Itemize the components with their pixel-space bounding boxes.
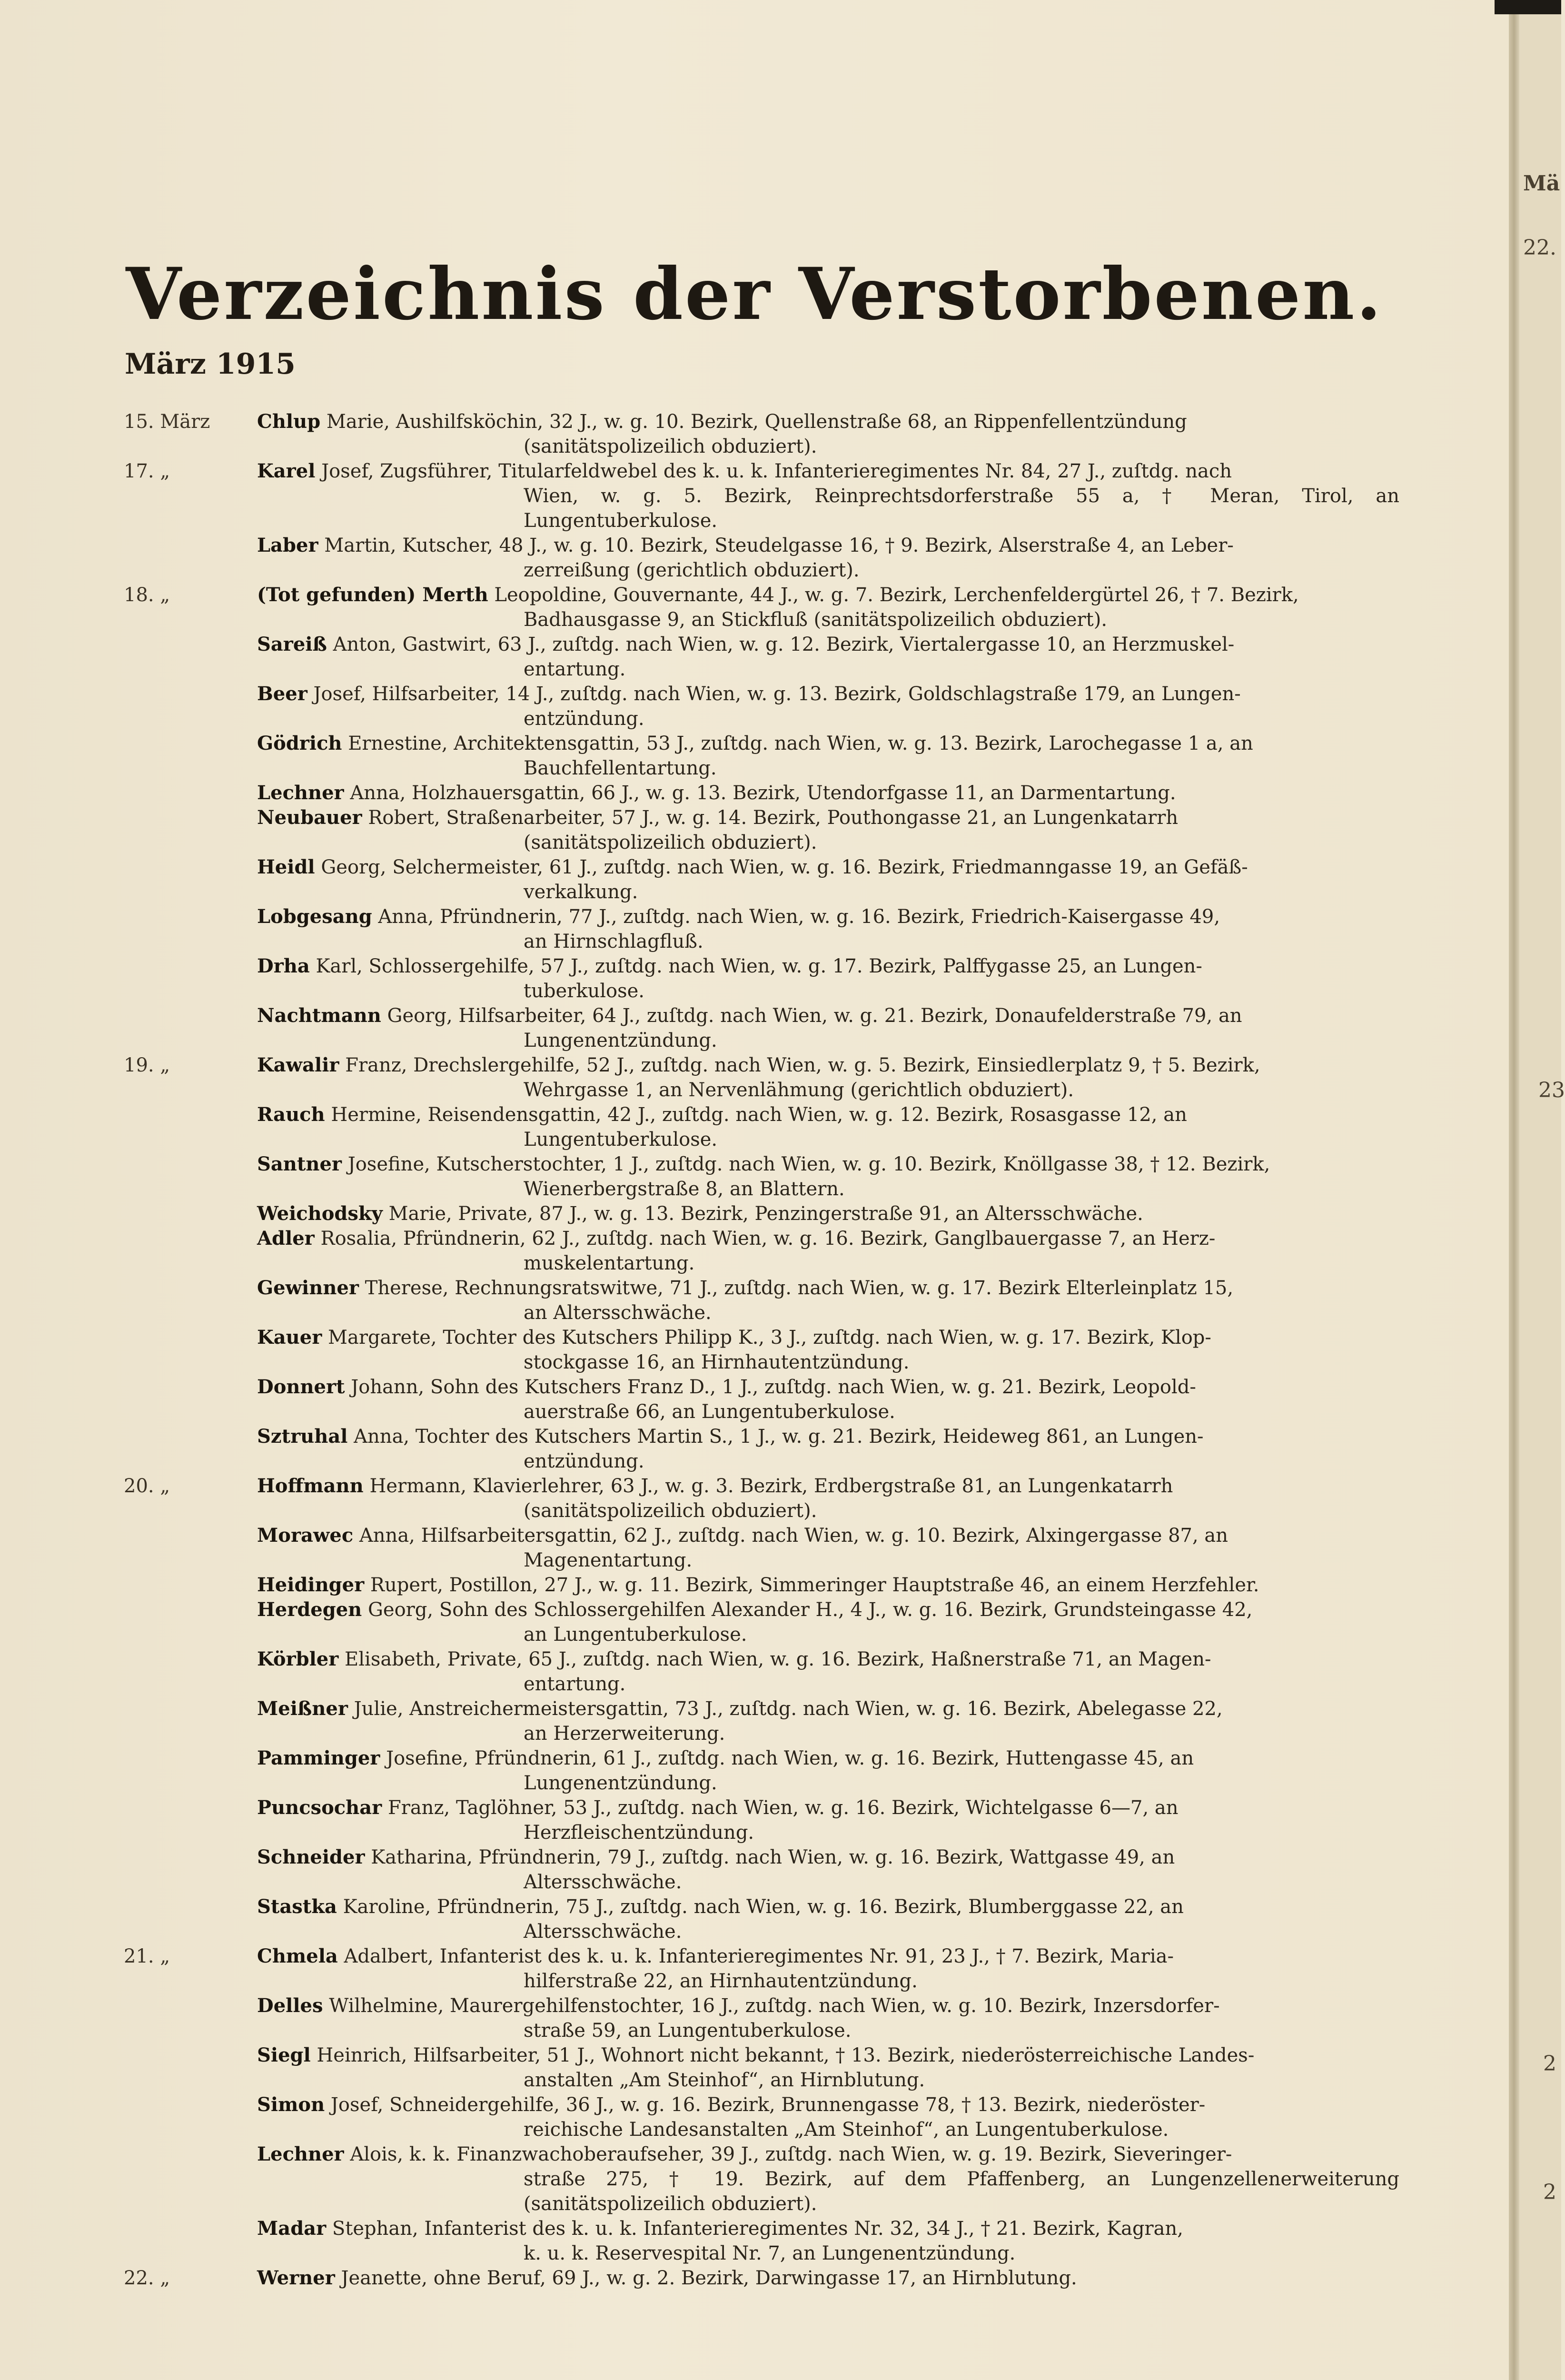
deceased-name: Meißner: [257, 1697, 348, 1720]
entry-continuation: Altersschwäche.: [524, 1871, 682, 1893]
page-gutter: [1509, 0, 1519, 2380]
entry-continuation: k. u. k. Reservespital Nr. 7, an Lungenentzündung.: [524, 2242, 1016, 2264]
entry-first-line: [257, 1746, 1399, 1771]
entry-first-line: [257, 1993, 1399, 2018]
entry-continuation: Badhausgasse 9, an Stickfluß (sanitätspolizeilich obduziert).: [524, 609, 1108, 631]
entry-continuation: Lungenentzündung.: [524, 1772, 717, 1794]
entry-details: Georg, Selchermeister, 61 J., zuſtdg. nach Wien, w. g. 16. Bezirk, Friedmanngasse 19, an Gefäß-: [321, 856, 1248, 878]
deceased-name: Schneider: [257, 1846, 365, 1868]
entry-continuation: muskelentartung.: [524, 1252, 695, 1274]
deceased-name: Kawalir: [257, 1054, 339, 1076]
entry-text: [257, 1894, 1399, 1944]
entry-text: [257, 1102, 1399, 1152]
register-entry: [124, 1573, 1399, 1597]
entry-continuation: entzündung.: [524, 708, 644, 730]
deceased-name: Delles: [257, 1994, 323, 2017]
register-entry: [124, 855, 1399, 904]
register-entry: [124, 1795, 1399, 1845]
register-entry: [124, 1424, 1399, 1474]
deceased-name: Donnert: [257, 1376, 345, 1398]
register-entry: [124, 682, 1399, 731]
entry-continuation: Altersschwäche.: [524, 1921, 682, 1943]
entry-first-line: [257, 682, 1399, 706]
entry-first-line: [257, 1424, 1399, 1449]
deceased-name: Karel: [257, 460, 316, 482]
deceased-name: Chlup: [257, 410, 321, 433]
deceased-name: Lechner: [257, 782, 344, 804]
deceased-name: Chmela: [257, 1945, 338, 1967]
entry-text: [257, 1375, 1399, 1424]
entry-first-line: [257, 1647, 1399, 1672]
deceased-name: Heidinger: [257, 1574, 365, 1596]
entry-details: Johann, Sohn des Kutschers Franz D., 1 J., zuſtdg. nach Wien, w. g. 21. Bezirk, Leopold-: [351, 1376, 1196, 1398]
entry-details: Julie, Anstreichermeistersgattin, 73 J., zuſtdg. nach Wien, w. g. 16. Bezirk, Abelegasse 22,: [354, 1698, 1223, 1720]
entry-first-line: [257, 1053, 1399, 1078]
entry-continuation: reichische Landesanstalten „Am Steinhof“, an Lungentuberkulose.: [524, 2119, 1169, 2141]
entry-details: Ernestine, Architektensgattin, 53 J., zuſtdg. nach Wien, w. g. 13. Bezirk, Larochegasse 1 a, an: [348, 733, 1253, 754]
entry-text: [257, 1597, 1399, 1647]
entry-details: Adalbert, Infanterist des k. u. k. Infanterieregimentes Nr. 91, 23 J., † 7. Bezirk, Maria-: [344, 1945, 1174, 1967]
entry-details: Josef, Schneidergehilfe, 36 J., w. g. 16. Bezirk, Brunnengasse 78, † 13. Bezirk, niederöster-: [330, 2094, 1206, 2116]
deceased-name: Kauer: [257, 1326, 322, 1349]
entry-text: [257, 731, 1399, 781]
entry-text: [257, 632, 1399, 682]
entry-details: Anton, Gastwirt, 63 J., zuſtdg. nach Wien, w. g. 12. Bezirk, Viertalergasse 10, an Herzmuskel-: [333, 634, 1235, 655]
deceased-name: Puncsochar: [257, 1796, 382, 1819]
deceased-name: Gewinner: [257, 1277, 359, 1299]
entry-details: Therese, Rechnungsratswitwe, 71 J., zuſtdg. nach Wien, w. g. 17. Bezirk Elterleinplatz 15,: [365, 1277, 1234, 1299]
entry-first-line: [257, 1102, 1399, 1127]
register-entry: [124, 409, 1399, 459]
entry-first-line: [257, 1845, 1399, 1870]
entry-date: 21. „: [124, 1945, 170, 1967]
deceased-name: Beer: [257, 683, 307, 705]
register-entry: [124, 583, 1399, 632]
entry-first-line: [257, 2216, 1399, 2241]
entry-details: Karoline, Pfründnerin, 75 J., zuſtdg. nach Wien, w. g. 16. Bezirk, Blumberggasse 22, an: [343, 1896, 1184, 1918]
entry-first-line: [257, 533, 1399, 558]
register-entry: [124, 805, 1399, 855]
register-entry: [124, 2092, 1399, 2142]
register-entry: [124, 2043, 1399, 2092]
deceased-name: Santner: [257, 1153, 342, 1175]
entry-details: Anna, Hilfsarbeitersgattin, 62 J., zuſtdg. nach Wien, w. g. 10. Bezirk, Alxingergasse 87, an: [359, 1525, 1228, 1547]
entry-continuation: Wienerbergstraße 8, an Blattern.: [524, 1178, 845, 1200]
entry-text: [257, 904, 1399, 954]
register-entry: [124, 1746, 1399, 1795]
entry-continuation: entartung.: [524, 1673, 626, 1695]
deceased-name: Werner: [257, 2267, 335, 2289]
entry-continuation: Lungenentzündung.: [524, 1030, 717, 1051]
deceased-name: Pamminger: [257, 1747, 380, 1769]
register-entry: [124, 2216, 1399, 2266]
entry-first-line: [257, 1944, 1399, 1969]
deceased-name: Körbler: [257, 1648, 339, 1670]
entry-details: Heinrich, Hilfsarbeiter, 51 J., Wohnort nicht bekannt, † 13. Bezirk, niederösterreichische Landes-: [317, 2044, 1255, 2066]
entry-details: Franz, Taglöhner, 53 J., zuſtdg. nach Wien, w. g. 16. Bezirk, Wichtelgasse 6—7, an: [387, 1797, 1179, 1819]
entry-text: [257, 1003, 1399, 1053]
entry-first-line: [257, 2266, 1399, 2291]
entry-details: Hermine, Reisendensgattin, 42 J., zuſtdg. nach Wien, w. g. 12. Bezirk, Rosasgasse 12, an: [331, 1104, 1187, 1126]
entry-first-line: [257, 1696, 1399, 1721]
entry-details: Georg, Hilfsarbeiter, 64 J., zuſtdg. nach Wien, w. g. 21. Bezirk, Donaufelderstraße 79, an: [387, 1005, 1242, 1027]
deceased-name: Hoffmann: [257, 1475, 364, 1497]
entry-text: [257, 1424, 1399, 1474]
entry-date: 20. „: [124, 1475, 170, 1497]
entry-first-line: [257, 583, 1399, 607]
entry-text: [257, 2266, 1399, 2291]
register-entry: [124, 1597, 1399, 1647]
entry-continuation: entartung.: [524, 658, 626, 680]
entry-text: [257, 2216, 1399, 2266]
deceased-name: Drha: [257, 955, 310, 977]
entry-text: [257, 533, 1399, 583]
entry-text: [257, 409, 1399, 459]
entry-first-line: [257, 1325, 1399, 1350]
register-entry: [124, 1894, 1399, 1944]
entry-continuation: Wien, w. g. 5. Bezirk, Reinprechtsdorferstraße 55 a, † Meran, Tirol, an Lungentuberkulose.: [524, 485, 1399, 532]
deceased-name: Nachtmann: [257, 1004, 381, 1027]
entry-text: [257, 1053, 1399, 1102]
entry-continuation: stockgasse 16, an Hirnhautentzündung.: [524, 1351, 910, 1373]
entry-text: [257, 1325, 1399, 1375]
entry-first-line: [257, 1523, 1399, 1548]
entry-first-line: [257, 1573, 1399, 1597]
entry-continuation: straße 275, † 19. Bezirk, auf dem Pfaffenberg, an Lungenzellenerweiterung (sanitätspolizeilich obduziert).: [524, 2168, 1399, 2215]
deceased-name: Weichodsky: [257, 1202, 383, 1225]
entry-continuation: an Herzerweiterung.: [524, 1723, 725, 1745]
entry-details: Hermann, Klavierlehrer, 63 J., w. g. 3. Bezirk, Erdbergstraße 81, an Lungenkatarrh: [369, 1475, 1173, 1497]
entry-details: Margarete, Tochter des Kutschers Philipp K., 3 J., zuſtdg. nach Wien, w. g. 17. Bezirk, Klop-: [328, 1327, 1211, 1349]
register-entry: [124, 1375, 1399, 1424]
entry-continuation: Wehrgasse 1, an Nervenlähmung (gerichtlich obduziert).: [524, 1079, 1074, 1101]
entry-details: Georg, Sohn des Schlossergehilfen Alexander H., 4 J., w. g. 16. Bezirk, Grundsteingasse 42,: [367, 1599, 1253, 1621]
register-entry: [124, 1102, 1399, 1152]
entry-details: Katharina, Pfründnerin, 79 J., zuſtdg. nach Wien, w. g. 16. Bezirk, Wattgasse 49, an: [371, 1846, 1175, 1868]
entry-first-line: [257, 805, 1399, 830]
deceased-name: Sareiß: [257, 633, 327, 655]
entry-text: [257, 1647, 1399, 1696]
entry-text: [257, 2142, 1399, 2216]
adjacent-page-fragment: 23: [1538, 1078, 1565, 1102]
entry-details: Anna, Pfründnerin, 77 J., zuſtdg. nach Wien, w. g. 16. Bezirk, Friedrich-Kaisergasse 49,: [378, 906, 1220, 928]
entry-text: [257, 2043, 1399, 2092]
entry-details: Marie, Private, 87 J., w. g. 13. Bezirk, Penzingerstraße 91, an Altersschwäche.: [388, 1203, 1143, 1225]
entry-details: Josefine, Kutscherstochter, 1 J., zuſtdg. nach Wien, w. g. 10. Bezirk, Knöllgasse 38, † 12. Bezirk,: [347, 1153, 1270, 1175]
entry-continuation: (sanitätspolizeilich obduziert).: [524, 436, 817, 457]
entry-continuation: (sanitätspolizeilich obduziert).: [524, 1500, 817, 1522]
entry-first-line: [257, 459, 1399, 484]
entry-text: [257, 855, 1399, 904]
entry-text: [257, 1226, 1399, 1276]
deceased-name: Lobgesang: [257, 905, 372, 928]
entry-details: Alois, k. k. Finanzwachoberaufseher, 39 J., zuſtdg. nach Wien, w. g. 19. Bezirk, Sieveringer-: [350, 2143, 1232, 2165]
register-entry: [124, 1993, 1399, 2043]
entry-text: [257, 1795, 1399, 1845]
entry-first-line: [257, 2142, 1399, 2167]
deceased-name: Siegl: [257, 2044, 311, 2066]
entry-continuation: anstalten „Am Steinhof“, an Hirnblutung.: [524, 2069, 925, 2091]
adjacent-page-fragment: 2: [1543, 2052, 1556, 2076]
entry-text: [257, 1696, 1399, 1746]
register-entry: [124, 1325, 1399, 1375]
entry-text: [257, 805, 1399, 855]
entry-first-line: [257, 1375, 1399, 1399]
entry-first-line: [257, 731, 1399, 756]
entry-continuation: straße 59, an Lungentuberkulose.: [524, 2020, 852, 2042]
entry-details: Josef, Hilfsarbeiter, 14 J., zuſtdg. nach Wien, w. g. 13. Bezirk, Goldschlagstraße 179, an Lungen-: [313, 683, 1241, 705]
entry-continuation: auerstraße 66, an Lungentuberkulose.: [524, 1401, 895, 1423]
entry-details: Josefine, Pfründnerin, 61 J., zuſtdg. nach Wien, w. g. 16. Bezirk, Huttengasse 45, an: [386, 1747, 1194, 1769]
entry-text: [257, 583, 1399, 632]
register-entry: [124, 1696, 1399, 1746]
entry-details: Josef, Zugsführer, Titularfeldwebel des k. u. k. Infanterieregimentes Nr. 84, 27 J., zuſtdg. nach: [321, 460, 1232, 482]
deceased-name: Neubauer: [257, 806, 362, 829]
entry-text: [257, 1944, 1399, 1993]
entry-text: [257, 1474, 1399, 1523]
entry-details: Wilhelmine, Maurergehilfenstochter, 16 J., zuſtdg. nach Wien, w. g. 10. Bezirk, Inzersdorfer-: [329, 1995, 1220, 2017]
entry-first-line: [257, 1226, 1399, 1251]
register-entry: [124, 1845, 1399, 1894]
entry-text: [257, 2092, 1399, 2142]
entry-continuation: Bauchfellentartung.: [524, 757, 717, 779]
entry-details: Elisabeth, Private, 65 J., zuſtdg. nach Wien, w. g. 16. Bezirk, Haßnerstraße 71, an Magen-: [345, 1648, 1211, 1670]
entry-first-line: [257, 1474, 1399, 1498]
entry-text: [257, 1152, 1399, 1201]
page-title: Verzeichnis der Verstorbenen.: [126, 252, 1383, 336]
entry-first-line: [257, 2092, 1399, 2117]
entry-details: Rosalia, Pfründnerin, 62 J., zuſtdg. nach Wien, w. g. 16. Bezirk, Ganglbauergasse 7, an Herz-: [320, 1228, 1216, 1250]
entry-first-line: [257, 1003, 1399, 1028]
entry-details: Anna, Tochter des Kutschers Martin S., 1 J., w. g. 21. Bezirk, Heideweg 861, an Lungen-: [354, 1426, 1204, 1448]
deceased-name: (Tot gefunden) Merth: [257, 584, 488, 606]
deceased-name: Stastka: [257, 1895, 337, 1918]
entry-continuation: Lungentuberkulose.: [524, 1129, 718, 1150]
entry-details: Robert, Straßenarbeiter, 57 J., w. g. 14. Bezirk, Pouthongasse 21, an Lungenkatarrh: [368, 807, 1179, 829]
register-entry: [124, 904, 1399, 954]
deceased-name: Herdegen: [257, 1598, 362, 1621]
register-entry: [124, 1201, 1399, 1226]
entry-details: Marie, Aushilfsköchin, 32 J., w. g. 10. Bezirk, Quellenstraße 68, an Rippenfellentzündung: [326, 411, 1187, 433]
deceased-name: Lechner: [257, 2143, 344, 2165]
deceased-name: Gödrich: [257, 732, 342, 754]
adjacent-page-edge: [1519, 0, 1565, 2380]
entry-date: 18. „: [124, 584, 170, 606]
register-entry: [124, 2266, 1399, 2291]
entry-text: [257, 1845, 1399, 1894]
register-entry: [124, 1276, 1399, 1325]
adjacent-page-fragment: 2: [1543, 2180, 1556, 2204]
adjacent-page-fragment: Mä: [1523, 171, 1560, 196]
deceased-name: Morawec: [257, 1524, 354, 1547]
entry-date: 22. „: [124, 2267, 170, 2289]
deceased-name: Sztruhal: [257, 1425, 348, 1448]
entry-continuation: an Hirnschlagfluß.: [524, 931, 703, 952]
entry-details: Jeanette, ohne Beruf, 69 J., w. g. 2. Bezirk, Darwingasse 17, an Hirnblutung.: [341, 2267, 1077, 2289]
entry-text: [257, 1523, 1399, 1573]
adjacent-page-fragment: 22.: [1523, 236, 1556, 260]
entry-text: [257, 682, 1399, 731]
entry-details: Karl, Schlossergehilfe, 57 J., zuſtdg. nach Wien, w. g. 17. Bezirk, Palffygasse 25, an Lungen-: [316, 955, 1202, 977]
register-entry: [124, 781, 1399, 805]
deceased-name: Adler: [257, 1227, 315, 1250]
entry-text: [257, 1276, 1399, 1325]
deceased-name: Madar: [257, 2217, 327, 2240]
entry-date: 15. März: [124, 411, 210, 433]
entry-first-line: [257, 1795, 1399, 1820]
register-entry: [124, 1944, 1399, 1993]
entry-continuation: verkalkung.: [524, 881, 638, 903]
entry-first-line: [257, 1894, 1399, 1919]
register-entry: [124, 1226, 1399, 1276]
entry-first-line: [257, 1201, 1399, 1226]
entry-first-line: [257, 1152, 1399, 1177]
entry-continuation: tuberkulose.: [524, 980, 645, 1002]
entry-continuation: Herzfleischentzündung.: [524, 1822, 754, 1844]
entry-details: Franz, Drechslergehilfe, 52 J., zuſtdg. nach Wien, w. g. 5. Bezirk, Einsiedlerplatz 9, † 5. Bezirk,: [345, 1054, 1260, 1076]
register-entry: [124, 533, 1399, 583]
entry-continuation: zerreißung (gerichtlich obduziert).: [524, 559, 860, 581]
entry-continuation: an Altersschwäche.: [524, 1302, 712, 1324]
deceased-name: Heidl: [257, 856, 315, 878]
register-entry: [124, 1523, 1399, 1573]
deceased-name: Rauch: [257, 1103, 325, 1126]
entry-continuation: (sanitätspolizeilich obduziert).: [524, 832, 817, 853]
entry-continuation: an Lungentuberkulose.: [524, 1624, 747, 1646]
register-entry: [124, 1003, 1399, 1053]
entry-details: Anna, Holzhauersgattin, 66 J., w. g. 13. Bezirk, Utendorfgasse 11, an Darmentartung.: [350, 782, 1176, 804]
entry-text: [257, 1573, 1399, 1597]
register-entry: [124, 1647, 1399, 1696]
register-entry: [124, 1053, 1399, 1102]
death-register-list: [124, 409, 1399, 2291]
entry-continuation: entzündung.: [524, 1450, 644, 1472]
entry-text: [257, 459, 1399, 533]
entry-text: [257, 1746, 1399, 1795]
register-entry: [124, 2142, 1399, 2216]
register-entry: [124, 731, 1399, 781]
entry-date: 19. „: [124, 1054, 170, 1076]
entry-first-line: [257, 904, 1399, 929]
deceased-name: Laber: [257, 534, 318, 556]
entry-first-line: [257, 632, 1399, 657]
register-entry: [124, 1152, 1399, 1201]
entry-text: [257, 1201, 1399, 1226]
scan-edge-bar: [1495, 0, 1561, 14]
entry-details: Martin, Kutscher, 48 J., w. g. 10. Bezirk, Steudelgasse 16, † 9. Bezirk, Alserstraße 4, an Leber-: [324, 535, 1234, 556]
entry-first-line: [257, 1276, 1399, 1300]
entry-text: [257, 1993, 1399, 2043]
entry-details: Stephan, Infanterist des k. u. k. Infanterieregimentes Nr. 32, 34 J., † 21. Bezirk, Kagran,: [332, 2218, 1183, 2240]
entry-first-line: [257, 954, 1399, 979]
entry-text: [257, 954, 1399, 1003]
register-entry: [124, 632, 1399, 682]
entry-date: 17. „: [124, 460, 170, 482]
month-heading: März 1915: [125, 347, 296, 381]
entry-details: Rupert, Postillon, 27 J., w. g. 11. Bezirk, Simmeringer Hauptstraße 46, an einem Herzfehler.: [370, 1574, 1259, 1596]
entry-first-line: [257, 855, 1399, 880]
entry-continuation: hilferstraße 22, an Hirnhautentzündung.: [524, 1970, 918, 1992]
register-entry: [124, 459, 1399, 533]
register-entry: [124, 954, 1399, 1003]
entry-details: Leopoldine, Gouvernante, 44 J., w. g. 7. Bezirk, Lerchenfeldergürtel 26, † 7. Bezirk,: [494, 584, 1299, 606]
entry-first-line: [257, 1597, 1399, 1622]
entry-continuation: Magenentartung.: [524, 1549, 693, 1571]
entry-first-line: [257, 2043, 1399, 2068]
register-entry: [124, 1474, 1399, 1523]
entry-text: [257, 781, 1399, 805]
entry-first-line: [257, 781, 1399, 805]
entry-first-line: [257, 409, 1399, 434]
deceased-name: Simon: [257, 2093, 325, 2116]
